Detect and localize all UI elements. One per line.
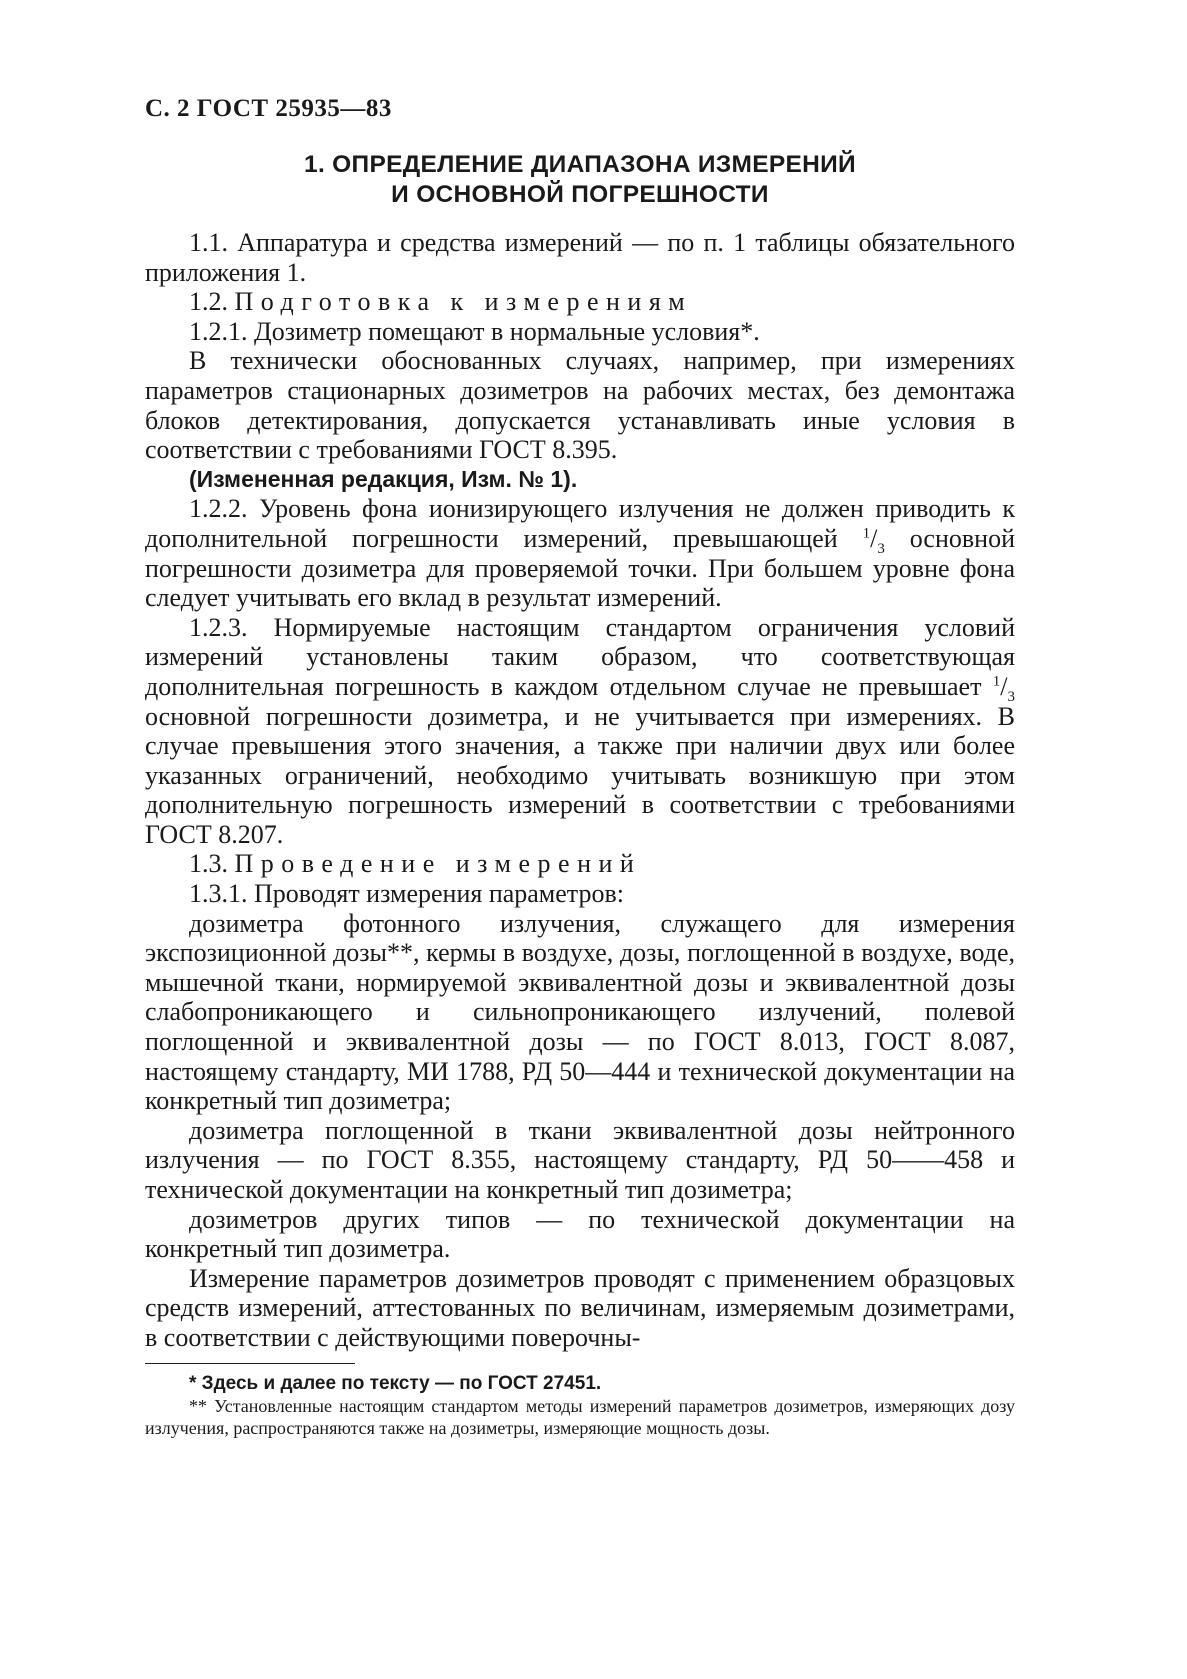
paragraph-1-2-3-end: основной погрешности дозиметра, и не учитывается при измерениях. В случае превышения этого значения, а также при наличии двух или более указанных ограничений, необходимо учитывать возникшую при этом дополнительную погрешность измерений в соответствии с требованиями ГОСТ 8.207.: [145, 701, 1015, 849]
paragraph-1-2-number: 1.2.: [189, 287, 228, 317]
paragraph-1-1: 1.1. Аппаратура и средства измерений — по п. 1 таблицы обязательного приложения 1.: [145, 228, 1015, 287]
paragraph-other-dosimeters: дозиметров других типов — по технической документации на конкретный тип дозиметра.: [145, 1204, 1015, 1264]
fraction-denominator-2: 3: [1007, 689, 1016, 706]
paragraph-1-2-2-end: основной погрешности дозиметра для проверяемой точки. При большем уровне фона следует учитывать его вклад в результат измерений.: [145, 523, 1015, 613]
paragraph-1-3-number: 1.3.: [189, 849, 228, 879]
paragraph-1-3-1: 1.3.1. Проводят измерения параметров:: [189, 879, 624, 909]
paragraph-1-2-2-start: 1.2.2. Уровень фона ионизирующего излучения не должен приводить к дополнительной погрешности измерений, превышающей: [145, 494, 1015, 553]
paragraph-technical-cases: В технически обоснованных случаях, например, при измерениях параметров стационарных дозиметров на рабочих местах, без демонтажа блоков детектирования, допускается устанавливать иные условия в соответствии с требованиями ГОСТ 8.395.: [145, 346, 1015, 465]
paragraph-1-3-heading: [145, 849, 1015, 879]
paragraph-measurement: Измерение параметров дозиметров проводят с применением образцовых средств измерений, аттестованных по величинам, измеряемым дозиметрами, в соответствии с действующими поверочны-: [145, 1263, 1015, 1352]
paragraph-1-2-heading: [145, 287, 1015, 317]
paragraph-1-2-3: [145, 613, 1015, 850]
fraction-one-third-2: $^1/_3$: [992, 671, 1016, 706]
fraction-denominator: 3: [877, 541, 885, 558]
page-header: С. 2 ГОСТ 25935—83: [145, 95, 392, 122]
section-title-line-1: 1. ОПРЕДЕЛЕНИЕ ДИАПАЗОНА ИЗМЕРЕНИЙ: [304, 151, 856, 178]
footnote-1: * Здесь и далее по тексту — по ГОСТ 27451.: [189, 1373, 602, 1394]
footnote-divider: [145, 1363, 355, 1364]
paragraph-1-2-title: Подготовка к измерениям: [234, 287, 693, 317]
paragraph-photon-dosimeter: дозиметра фотонного излучения, служащего для измерения экспозиционной дозы**, кермы в воздухе, дозы, поглощенной в воздухе, воде, мышечной ткани, нормируемой эквивалентной дозы и эквивалентной дозы слабопроникающего и сильнопроникающего излучений, полевой поглощенной и эквивалентной дозы — по ГОСТ 8.013, ГОСТ 8.087, настоящему стандарту, МИ 1788, РД 50—444 и технической документации на конкретный тип дозиметра;: [145, 908, 1015, 1116]
fraction-one-third: $^1/_3$: [862, 523, 885, 558]
section-title-line-2: И ОСНОВНОЙ ПОГРЕШНОСТИ: [391, 181, 769, 208]
paragraph-1-3-title: Проведение измерений: [234, 849, 642, 879]
paragraph-1-2-2: [145, 494, 1015, 612]
fraction-numerator-2: 1: [992, 673, 1001, 690]
paragraph-1-2-3-start: 1.2.3. Нормируемые настоящим стандартом ограничения условий измерений установлены таким образом, что соответствующая дополнительная погрешность в каждом отдельном случае не превышает: [145, 612, 1015, 701]
fraction-numerator: 1: [862, 525, 871, 542]
section-title: [145, 150, 1015, 210]
paragraph-1-2-1: 1.2.1. Дозиметр помещают в нормальные условия*.: [189, 316, 760, 346]
body-text: [145, 228, 1015, 1353]
footnote-2: ** Установленные настоящим стандартом методы измерений параметров дозиметров, измеряющих дозу излучения, распространяются также на дозиметры, измеряющие мощность дозы.: [145, 1396, 1015, 1438]
amendment-note: (Измененная редакция, Изм. № 1).: [189, 465, 578, 492]
footnotes: [145, 1373, 1015, 1439]
paragraph-neutron-dosimeter: дозиметра поглощенной в ткани эквивалентной дозы нейтронного излучения — по ГОСТ 8.355, настоящему стандарту, РД 50——458 и технической документации на конкретный тип дозиметра;: [145, 1115, 1015, 1204]
